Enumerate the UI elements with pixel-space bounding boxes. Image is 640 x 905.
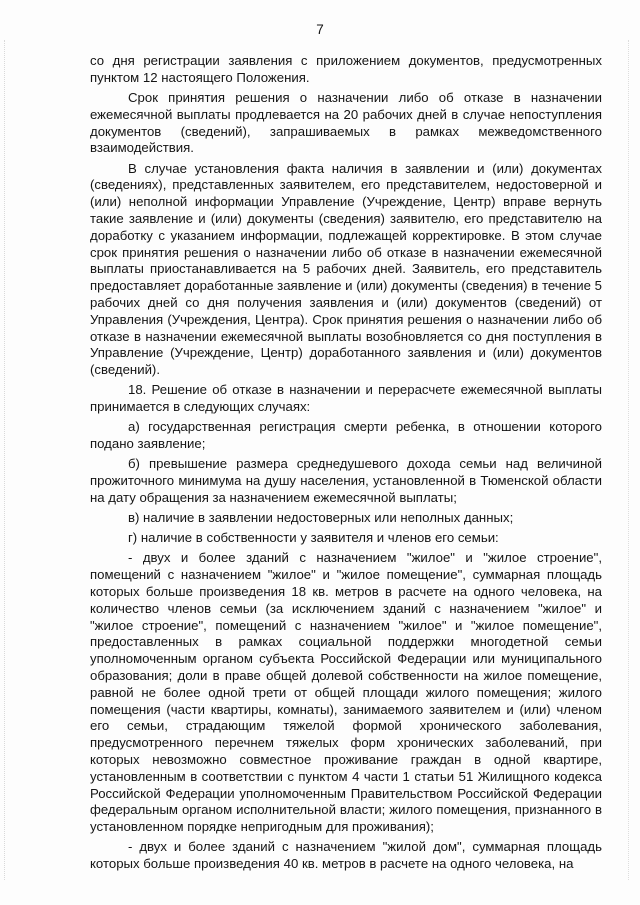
paragraph-incomplete-information: В случае установления факта наличия в заявлении и (или) документах (сведениях), представленных заявителем, его представителем, недостоверной и (или) неполной информации Управление (Учреждение, Центр) вправе вернуть такие заявление и (или) документы (сведения) заявителю, его представителю на доработку с указанием информации, подлежащей корректировке. В этом случае срок принятия решения о назначении либо об отказе в назначении ежемесячной выплаты приостанавливается на 5 рабочих дней. Заявитель, его представитель предоставляет доработанные заявление и (или) документы (сведения) в течение 5 рабочих дней со дня получения заявления и (или) документов (сведений) от Управления (Учреждения, Центра). Срок принятия решения о назначении либо об отказе в назначении ежемесячной выплаты возобновляется со дня поступления в Управление (Учреждение, Центр) доработанного заявления и (или) документов (сведений). [90,160,602,378]
paragraph-continuation: со дня регистрации заявления с приложением документов, предусмотренных пунктом 12 настоящего Положения. [90,53,602,85]
page-number: 7 [316,22,324,37]
paragraph-residential-buildings: - двух и более зданий с назначением "жилое" и "жилое строение", помещений с назначением "жилое" и "жилое помещение", суммарная площадь которых больше произведения 18 кв. метров в расчете на одного человека, на количество членов семьи (за исключением зданий с назначением "жилое" и "жилое строение", помещений с назначением "жилое" и "жилое помещение", предоставленных в рамках социальной поддержки многодетной семьи уполномоченным органом субъекта Российской Федерации или муниципального образования; доли в праве общей долевой собственности на жилое помещение, равной не более одной трети от общей площади жилого помещения; жилого помещения (части квартиры, комнаты), занимаемого заявителем и (или) членом его семьи, страдающим тяжелой формой хронического заболевания, предусмотренного перечнем тяжелых форм хронических заболеваний, при которых невозможно совместное проживание граждан в одной квартире, установленным в соответствии с пунктом 4 части 1 статьи 51 Жилищного кодекса Российской Федерации уполномоченным Правительством Российской Федерации федеральным органом исполнительной власти; жилого помещения, признанного в установленном порядке непригодным для проживания); [90,550,602,835]
paragraph-item-18a: а) государственная регистрация смерти ребенка, в отношении которого подано заявление; [90,419,602,452]
scan-edge-right [628,40,630,880]
paragraph-item-18v: в) наличие в заявлении недостоверных или неполных данных; [128,510,514,526]
scan-edge-left [4,40,6,880]
paragraph-residential-houses: - двух и более зданий с назначением "жилой дом", суммарная площадь которых больше произведения 40 кв. метров в расчете на одного человека, на [90,839,602,872]
document-body [90,53,602,873]
paragraph-item-18g: г) наличие в собственности у заявителя и членов его семьи: [128,530,499,546]
paragraph-item-18: 18. Решение об отказе в назначении и перерасчете ежемесячной выплаты принимается в следующих случаях: [90,382,602,415]
paragraph-item-18b: б) превышение размера среднедушевого дохода семьи над величиной прожиточного минимума на душу населения, установленной в Тюменской области на дату обращения за назначением ежемесячной выплаты; [90,456,602,505]
paragraph-decision-deadline-extension: Срок принятия решения о назначении либо об отказе в назначении ежемесячной выплаты продлевается на 20 рабочих дней в случае непоступления документов (сведений), запрашиваемых в рамках межведомственного взаимодействия. [90,89,602,156]
